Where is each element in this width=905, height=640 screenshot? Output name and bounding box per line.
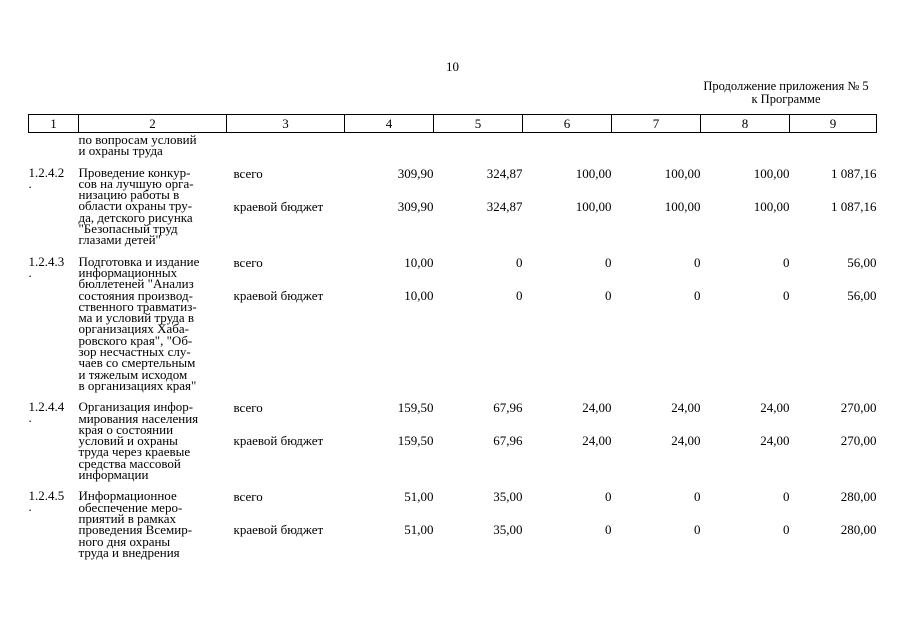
column-header: 9	[790, 115, 877, 133]
value: 56,00	[847, 287, 877, 303]
name-line: низацию работы в	[78, 187, 180, 203]
item-name-cell	[79, 246, 227, 392]
name-line: средства массовой	[78, 455, 181, 471]
name-line: по вопросам условий	[78, 132, 197, 147]
continuation-note	[696, 80, 876, 106]
funding-source-label: всего	[233, 400, 263, 416]
value-cell	[345, 480, 434, 558]
name-line: да, детского рисунка	[78, 209, 193, 225]
value-cell	[345, 246, 434, 392]
column-header: 6	[523, 115, 612, 133]
carryover-name-cell	[79, 133, 227, 157]
value: 51,00	[404, 522, 434, 538]
value: 67,96	[493, 400, 523, 416]
value-cell	[523, 246, 612, 392]
value: 100,00	[664, 198, 701, 214]
name-line: ного дня охраны	[78, 533, 171, 549]
name-line: организациях Хаба-	[78, 321, 189, 337]
value: 0	[783, 522, 790, 538]
value: 309,90	[397, 198, 434, 214]
name-line: обеспечение меро-	[78, 499, 183, 515]
code-line: .	[28, 175, 32, 191]
value: 1 087,16	[831, 165, 877, 181]
funding-source-label: всего	[233, 254, 263, 270]
name-line: сов на лучшую орга-	[78, 175, 194, 191]
value-cell	[434, 246, 523, 392]
value-cell	[612, 391, 701, 480]
name-line: края о состоянии	[78, 421, 174, 437]
name-line: глазами детей"	[78, 232, 161, 248]
program-table	[28, 114, 877, 558]
item-name-cell	[79, 157, 227, 246]
funding-source-cell	[227, 480, 345, 558]
value: 100,00	[753, 198, 790, 214]
name-line: Проведение конкур-	[78, 164, 191, 180]
value-cell	[523, 391, 612, 480]
value-cell	[434, 480, 523, 558]
value: 0	[783, 287, 790, 303]
table-row	[29, 391, 877, 480]
value-cell	[701, 246, 790, 392]
value: 100,00	[753, 165, 790, 181]
carryover-code-cell	[29, 133, 79, 157]
funding-source-cell	[227, 391, 345, 480]
carryover-row	[29, 133, 877, 157]
value-cell	[701, 480, 790, 558]
value: 100,00	[575, 165, 612, 181]
value: 280,00	[840, 489, 877, 505]
funding-source-label: краевой бюджет	[233, 198, 324, 214]
value: 270,00	[840, 433, 877, 449]
value: 24,00	[671, 400, 701, 416]
name-line: информационных	[78, 264, 178, 280]
name-line: области охраны тру-	[78, 198, 193, 214]
value: 159,50	[397, 433, 434, 449]
value: 324,87	[486, 165, 523, 181]
code-line: .	[28, 410, 32, 426]
name-line: "Безопасный труд	[78, 221, 178, 237]
name-line: и тяжелым исходом	[78, 366, 188, 382]
name-line: информации	[78, 467, 149, 483]
funding-source-label: краевой бюджет	[233, 433, 324, 449]
name-line: зор несчастных слу-	[78, 344, 191, 360]
value: 100,00	[664, 165, 701, 181]
value: 0	[516, 287, 523, 303]
code-line: 1.2.4.2	[28, 164, 65, 180]
item-code-cell	[29, 480, 79, 558]
name-line: Информационное	[78, 488, 177, 504]
value: 67,96	[493, 433, 523, 449]
code-line: .	[28, 264, 32, 280]
value: 0	[694, 489, 701, 505]
value-cell	[612, 480, 701, 558]
item-code-cell	[29, 391, 79, 480]
column-header: 1	[29, 115, 79, 133]
code-line: 1.2.4.3	[28, 253, 65, 269]
value-cell	[612, 157, 701, 246]
name-line: чаев со смертельным	[78, 355, 196, 371]
table-row	[29, 480, 877, 558]
name-line: Организация инфор-	[78, 399, 194, 415]
value-cell	[434, 391, 523, 480]
value: 24,00	[582, 400, 612, 416]
name-line: труда и внедрения	[78, 544, 180, 560]
continuation-line-1: Продолжение приложения № 5	[703, 79, 869, 93]
column-header: 5	[434, 115, 523, 133]
value-cell	[790, 391, 877, 480]
funding-source-label: краевой бюджет	[233, 522, 324, 538]
funding-source-cell	[227, 157, 345, 246]
value-cell	[434, 157, 523, 246]
name-line: ственного травматиз-	[78, 298, 197, 314]
name-line: ма и условий труда в	[78, 310, 195, 326]
value: 24,00	[671, 433, 701, 449]
funding-source-label: всего	[233, 489, 263, 505]
value-cell	[523, 157, 612, 246]
value: 10,00	[404, 254, 434, 270]
value-cell	[523, 480, 612, 558]
column-header: 4	[345, 115, 434, 133]
column-header: 2	[79, 115, 227, 133]
value: 309,90	[397, 165, 434, 181]
value-cell	[701, 157, 790, 246]
value: 0	[694, 254, 701, 270]
value: 0	[694, 287, 701, 303]
value-cell	[701, 391, 790, 480]
item-name-cell	[79, 480, 227, 558]
value: 0	[783, 489, 790, 505]
value: 35,00	[493, 489, 523, 505]
value-cell	[790, 246, 877, 392]
name-line: в организациях края"	[78, 377, 197, 393]
table-row	[29, 246, 877, 392]
value: 280,00	[840, 522, 877, 538]
value-cell	[345, 391, 434, 480]
value: 0	[516, 254, 523, 270]
value: 0	[605, 522, 612, 538]
name-line: приятий в рамках	[78, 510, 177, 526]
table-header-row	[29, 115, 877, 133]
name-line: и охраны труда	[78, 143, 163, 159]
value: 24,00	[582, 433, 612, 449]
name-line: состояния производ-	[78, 287, 193, 303]
name-line: Подготовка и издание	[78, 253, 200, 269]
continuation-line-2: к Программе	[751, 92, 821, 106]
value: 10,00	[404, 287, 434, 303]
table-row	[29, 157, 877, 246]
value: 56,00	[847, 254, 877, 270]
value: 0	[605, 287, 612, 303]
item-code-cell	[29, 246, 79, 392]
column-header: 7	[612, 115, 701, 133]
value: 100,00	[575, 198, 612, 214]
value: 1 087,16	[831, 198, 877, 214]
value: 0	[783, 254, 790, 270]
value-cell	[790, 480, 877, 558]
code-line: 1.2.4.5	[28, 488, 65, 504]
value: 0	[605, 489, 612, 505]
value: 35,00	[493, 522, 523, 538]
name-line: труда через краевые	[78, 444, 191, 460]
name-line: бюллетеней "Анализ	[78, 276, 194, 292]
value: 24,00	[760, 433, 790, 449]
funding-source-cell	[227, 246, 345, 392]
value: 0	[694, 522, 701, 538]
value: 0	[605, 254, 612, 270]
value-cell	[790, 157, 877, 246]
item-code-cell	[29, 157, 79, 246]
code-line: .	[28, 499, 32, 515]
value-cell	[612, 246, 701, 392]
table-body	[29, 133, 877, 559]
value: 51,00	[404, 489, 434, 505]
value: 324,87	[486, 198, 523, 214]
name-line: мирования населения	[78, 410, 199, 426]
name-line: ровского края", "Об-	[78, 332, 193, 348]
value: 24,00	[760, 400, 790, 416]
value: 270,00	[840, 400, 877, 416]
value: 159,50	[397, 400, 434, 416]
column-header: 3	[227, 115, 345, 133]
name-line: проведения Всемир-	[78, 522, 193, 538]
funding-source-label: краевой бюджет	[233, 287, 324, 303]
value-cell	[345, 157, 434, 246]
column-header: 8	[701, 115, 790, 133]
page-number: 10	[446, 59, 459, 74]
item-name-cell	[78, 391, 227, 483]
funding-source-label: всего	[233, 165, 263, 181]
code-line: 1.2.4.4	[28, 399, 65, 415]
name-line: условий и охраны	[78, 433, 178, 449]
